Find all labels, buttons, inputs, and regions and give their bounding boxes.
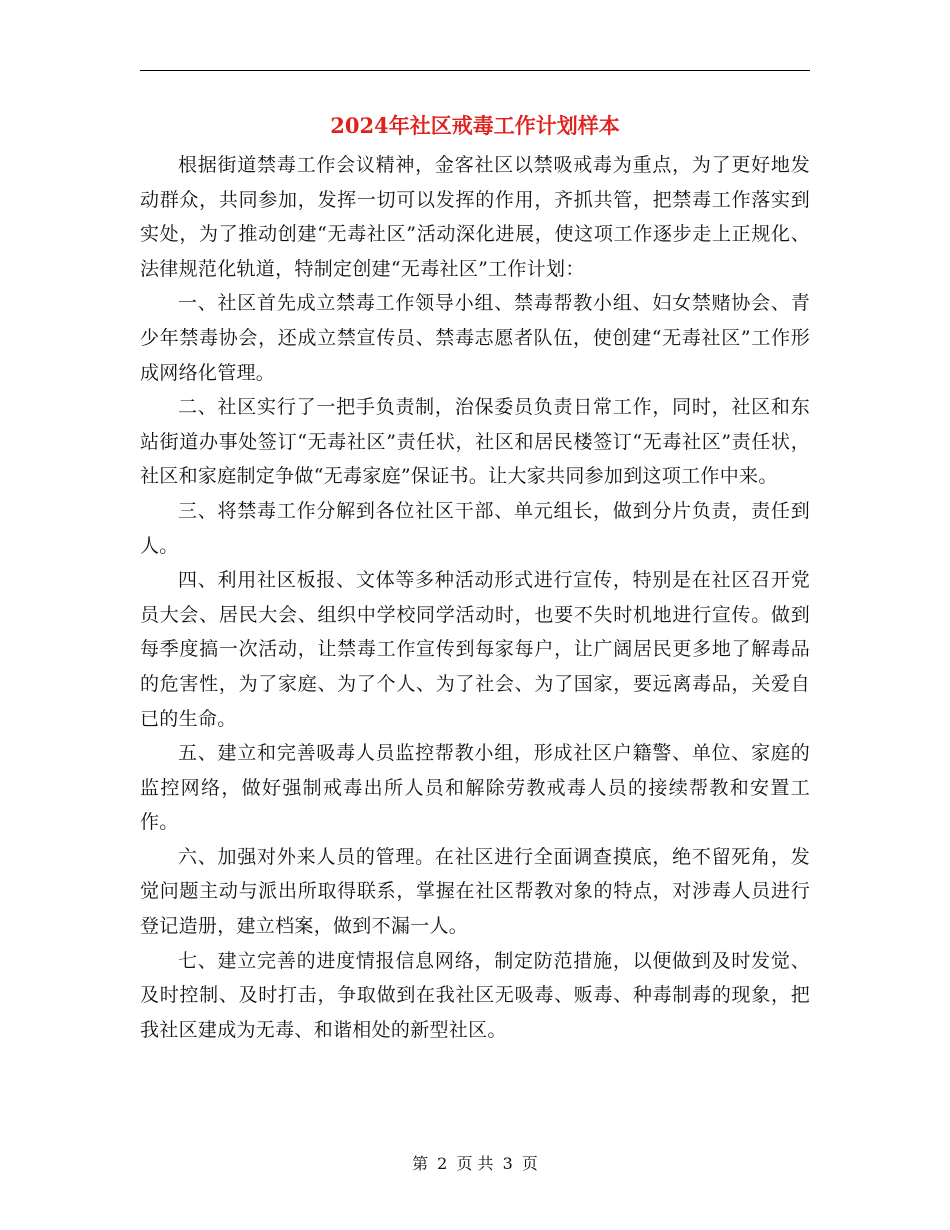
paragraph-item-2: 二、社区实行了一把手负责制，治保委员负责日常工作，同时，社区和东站街道办事处签订“无毒社区”责任状，社区和居民楼签订“无毒社区”责任状，社区和家庭制定争做“无毒家庭”保证书。让大家共同参加到这项工作中来。 xyxy=(140,396,810,488)
header-rule xyxy=(140,70,810,71)
footer-prefix: 第 xyxy=(412,1154,429,1173)
footer-total-pages: 3 xyxy=(502,1154,513,1173)
paragraph-item-4: 四、利用社区板报、文体等多种活动形式进行宣传，特别是在社区召开党员大会、居民大会、组织中学校同学活动时，也要不失时机地进行宣传。做到每季度搞一次活动，让禁毒工作宣传到每家每户，让广阔居民更多地了解毒品的危害性，为了家庭、为了个人、为了社会、为了国家，要远离毒品，关爱自已的生命。 xyxy=(140,569,810,730)
footer-middle: 页 共 xyxy=(456,1154,494,1173)
document-body xyxy=(140,148,810,1047)
paragraph-item-6: 六、加强对外来人员的管理。在社区进行全面调查摸底，绝不留死角，发觉问题主动与派出所取得联系，掌握在社区帮教对象的特点，对涉毒人员进行登记造册，建立档案，做到不漏一人。 xyxy=(140,845,810,938)
paragraph-intro: 根据街道禁毒工作会议精神，金客社区以禁吸戒毒为重点，为了更好地发动群众，共同参加，发挥一切可以发挥的作用，齐抓共管，把禁毒工作落实到实处，为了推动创建“无毒社区”活动深化进展，使这项工作逐步走上正规化、法律规范化轨道，特制定创建“无毒社区”工作计划： xyxy=(140,154,810,280)
paragraph-item-3: 三、将禁毒工作分解到各位社区干部、单元组长，做到分片负责，责任到人。 xyxy=(140,499,810,557)
document-title: 2024年社区戒毒工作计划样本 xyxy=(330,113,620,138)
footer-current-page: 2 xyxy=(437,1154,448,1173)
page-footer xyxy=(0,1153,950,1175)
paragraph-item-7: 七、建立完善的进度情报信息网络，制定防范措施，以便做到及时发觉、及时控制、及时打击，争取做到在我社区无吸毒、贩毒、种毒制毒的现象，把我社区建成为无毒、和谐相处的新型社区。 xyxy=(140,949,810,1041)
paragraph-item-5: 五、建立和完善吸毒人员监控帮教小组，形成社区户籍警、单位、家庭的监控网络，做好强制戒毒出所人员和解除劳教戒毒人员的接续帮教和安置工作。 xyxy=(140,742,810,834)
paragraph-item-1: 一、社区首先成立禁毒工作领导小组、禁毒帮教小组、妇女禁赌协会、青少年禁毒协会，还成立禁宣传员、禁毒志愿者队伍，使创建“无毒社区”工作形成网络化管理。 xyxy=(140,292,810,384)
footer-suffix: 页 xyxy=(521,1154,538,1173)
